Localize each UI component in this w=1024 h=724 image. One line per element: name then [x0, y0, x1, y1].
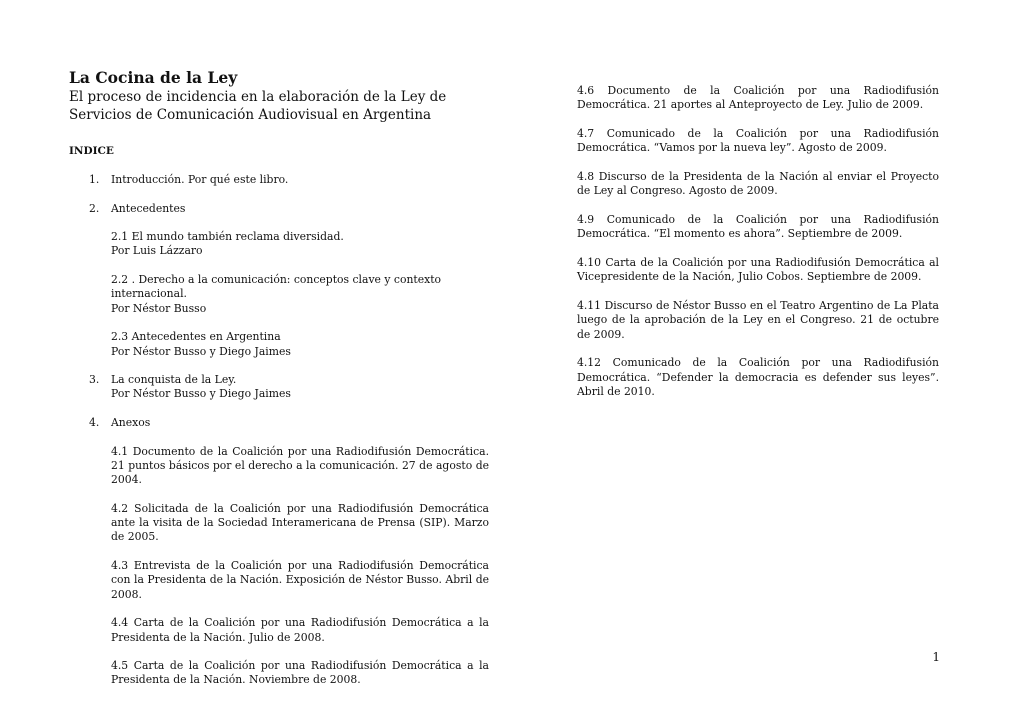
annex-item: 4.4 Carta de la Coalición por una Radiodifusión Democrática a la Presidenta de la Nación. Julio de 2008. [111, 616, 489, 644]
toc-subitem-title: 2.2 . Derecho a la comunicación: conceptos clave y contexto internacional. [111, 273, 442, 301]
toc-subitem-author: Por Luis Lázzaro [111, 244, 203, 258]
toc-subitem-title: 2.1 El mundo también reclama diversidad. [111, 230, 344, 244]
annex-item: 4.7 Comunicado de la Coalición por una Radiodifusión Democrática. “Vamos por la nueva ley”. Agosto de 2009. [577, 126, 939, 155]
toc-subitem-title: 2.3 Antecedentes en Argentina [111, 330, 281, 344]
right-column [577, 84, 939, 413]
table-of-contents [69, 173, 489, 688]
annex-item: 4.1 Documento de la Coalición por una Radiodifusión Democrática. 21 puntos básicos por el derecho a la comunicación. 27 de agosto de 2004. [111, 444, 489, 487]
toc-item [69, 173, 489, 187]
toc-item-text: Introducción. Por qué este libro. [111, 173, 289, 186]
annex-item: 4.2 Solicitada de la Coalición por una Radiodifusión Democrática ante la visita de la Sociedad Interamericana de Prensa (SIP). Marzo de 2005. [111, 501, 489, 544]
toc-item-number: 3. [89, 373, 100, 387]
toc-item-text: Anexos [111, 416, 151, 430]
document-title: La Cocina de la Ley [69, 68, 238, 87]
indice-heading: INDICE [69, 145, 114, 157]
toc-item-author: Por Néstor Busso y Diego Jaimes [111, 387, 291, 401]
annex-item: 4.11 Discurso de Néstor Busso en el Teatro Argentino de La Plata luego de la aprobación de la Ley en el Congreso. 21 de octubre de 2009. [577, 298, 939, 341]
annex-item: 4.12 Comunicado de la Coalición por una Radiodifusión Democrática. “Defender la democracia es defender sus leyes”. Abril de 2010. [577, 356, 939, 398]
toc-item [69, 373, 489, 402]
annex-item: 4.5 Carta de la Coalición por una Radiodifusión Democrática a la Presidenta de la Nación. Noviembre de 2008. [111, 659, 489, 687]
annex-item: 4.10 Carta de la Coalición por una Radiodifusión Democrática al Vicepresidente de la Nación, Julio Cobos. Septiembre de 2009. [577, 255, 939, 284]
annex-item: 4.9 Comunicado de la Coalición por una Radiodifusión Democrática. “El momento es ahora”. Septiembre de 2009. [577, 212, 939, 241]
page-number: 1 [932, 650, 940, 664]
toc-item-number: 1. [89, 173, 100, 186]
toc-item-number: 2. [89, 201, 100, 215]
toc-subitem [111, 273, 489, 316]
toc-item-number: 4. [89, 416, 100, 430]
toc-subitem-author: Por Néstor Busso y Diego Jaimes [111, 344, 291, 358]
document-subtitle: El proceso de incidencia en la elaboración de la Ley de Servicios de Comunicación Audiovisual en Argentina [69, 89, 447, 123]
toc-item-text: Antecedentes [111, 201, 186, 215]
annex-item: 4.8 Discurso de la Presidenta de la Nación al enviar el Proyecto de Ley al Congreso. Agosto de 2009. [577, 169, 939, 198]
toc-subitem [111, 230, 489, 259]
toc-subitem-author: Por Néstor Busso [111, 301, 207, 315]
toc-item [69, 416, 489, 688]
toc-item-text: La conquista de la Ley. [111, 373, 237, 387]
annex-item: 4.6 Documento de la Coalición por una Radiodifusión Democrática. 21 aportes al Anteproyecto de Ley. Julio de 2009. [577, 84, 939, 112]
toc-subitem [111, 330, 489, 359]
annex-item: 4.3 Entrevista de la Coalición por una Radiodifusión Democrática con la Presidenta de la Nación. Exposición de Néstor Busso. Abril de 2008. [111, 559, 489, 601]
left-column [69, 68, 489, 702]
toc-item [69, 202, 489, 359]
